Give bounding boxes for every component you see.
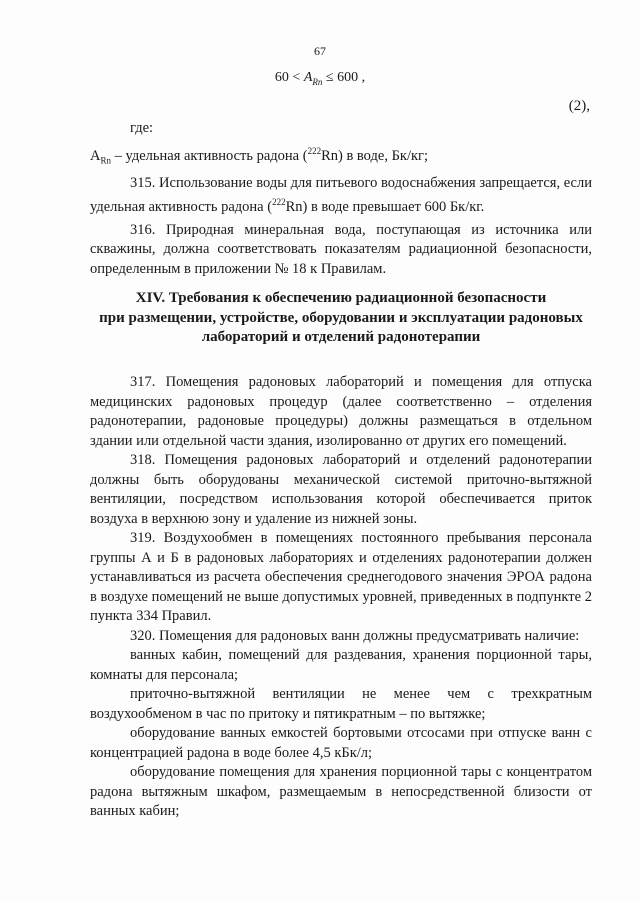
formula xyxy=(0,70,640,87)
section-heading-line1: XIV. Требования к обеспечению радиационной безопасности xyxy=(135,290,547,306)
paragraph-315: 315. Использование воды для питьевого водоснабжения запрещается, если удельная активность радона ($^{222}$Rn) в воде превышает 600 Бк/кг. xyxy=(90,174,592,216)
formula-left: 60 < xyxy=(274,70,301,85)
list-item: приточно-вытяжной вентиляции не менее чем с трехкратным воздухообменом в час по притоку и пятикратным – по вытяжке; xyxy=(90,686,592,722)
list-item: ванных кабин, помещений для раздевания, хранения порционной тары, комнаты для персонала; xyxy=(90,647,592,683)
equation-number: (2), xyxy=(568,98,590,114)
definition-line: $A_{Rn}$ – удельная активность радона ($^{222}$Rn) в воде, Бк/кг; xyxy=(90,145,428,166)
page-number: 67 xyxy=(314,44,326,58)
where-label: где: xyxy=(130,120,154,136)
section-heading-line3: лабораторий и отделений радонотерапии xyxy=(201,329,481,345)
list-item: оборудование помещения для хранения порционной тары с концентратом радона вытяжным шкафом, размещаемым в непосредственной близости от ванных кабин; xyxy=(90,764,592,819)
section-heading-line2: при размещении, устройстве, оборудовании и эксплуатации радоновых xyxy=(99,309,583,326)
formula-variable: A xyxy=(303,70,313,85)
lower-text-block xyxy=(90,373,592,822)
formula-variable-subscript: Rn xyxy=(312,76,323,87)
paragraph-320: 320. Помещения для радоновых ванн должны предусматривать наличие: xyxy=(130,627,580,644)
paragraph-317: 317. Помещения радоновых лабораторий и помещения для отпуска медицинских радоновых процедур (далее соответственно – отделения радонотерапии, радоновые процедуры) должны размещаться в отдельном здании или отдельной части здания, изолированно от других его помещений. xyxy=(90,374,592,449)
formula-right: ≤ 600 , xyxy=(325,70,366,85)
section-heading xyxy=(90,289,592,348)
list-item: оборудование ванных емкостей бортовыми отсосами при отпуске ванн с концентрацией радона в воде более 4,5 кБк/л; xyxy=(90,725,592,761)
paragraph-316: 316. Природная минеральная вода, поступающая из источника или скважины, должна соответствовать показателям радиационной безопасности, определенным в приложении № 18 к Правилам. xyxy=(90,221,592,277)
paragraph-319: 319. Воздухообмен в помещениях постоянного пребывания персонала группы А и Б в радоновых лабораториях и отделениях радонотерапии должен устанавливаться из расчета обеспечения среднегодового значения ЭРОА радона в воздухе помещений не выше допустимых уровней, приведенных в подпункте 2 пункта 334 Правил. xyxy=(90,530,592,624)
upper-text-block xyxy=(90,119,592,279)
paragraph-318: 318. Помещения радоновых лабораторий и отделений радонотерапии должны быть оборудованы механической системой приточно-вытяжной вентиляции, посредством использования которой обеспечивается приток воздуха в верхнюю зону и удаление из нижней зоны. xyxy=(90,452,592,527)
